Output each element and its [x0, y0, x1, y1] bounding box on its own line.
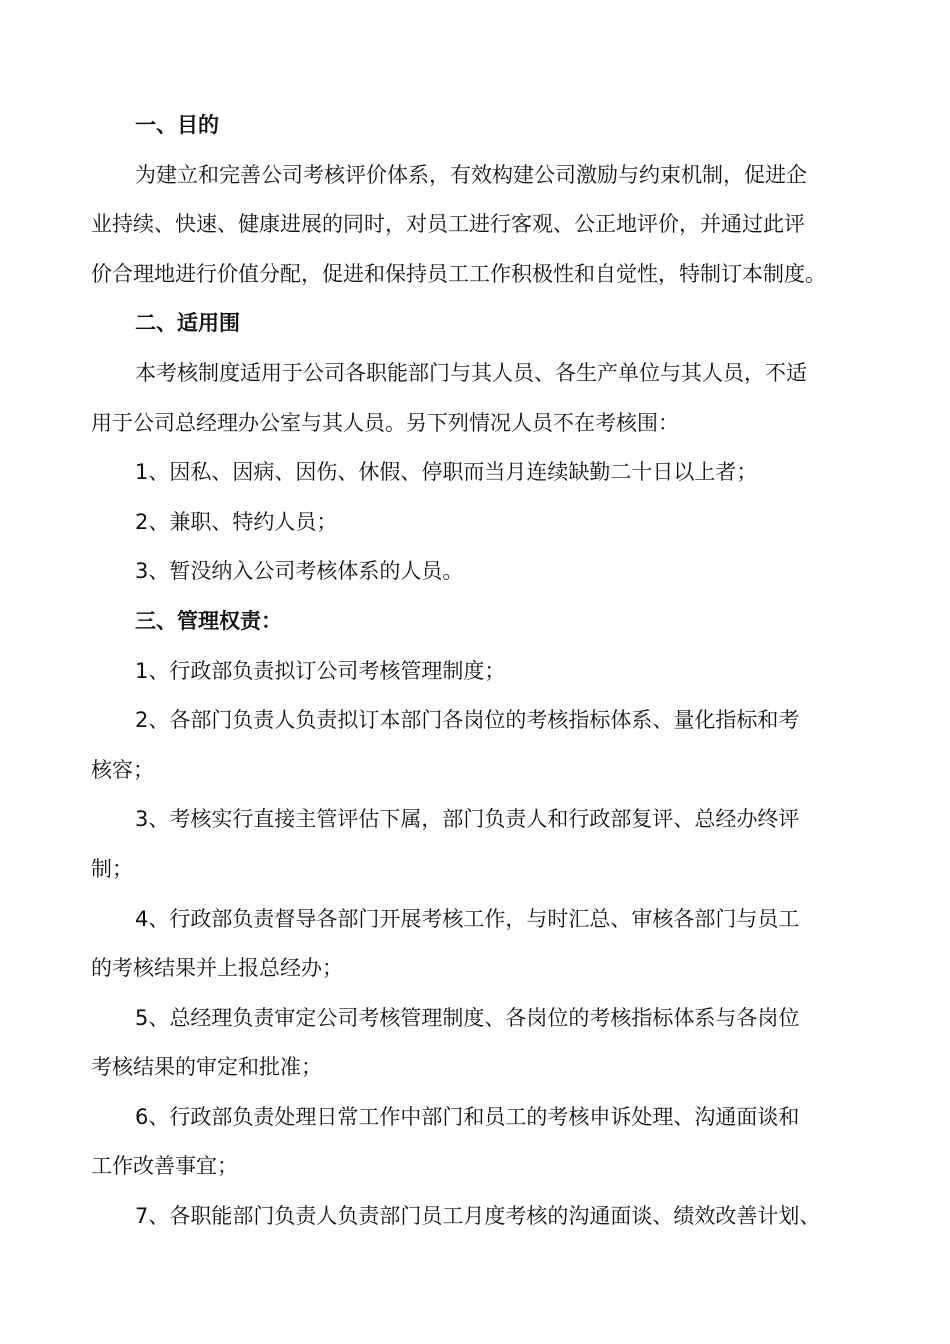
text-line: 为建立和完善公司考核评价体系，有效构建公司激励与约束机制，促进企	[135, 162, 807, 187]
list-item	[91, 696, 861, 795]
paragraph-scope	[91, 349, 861, 448]
list-item	[91, 994, 861, 1093]
list-item	[91, 1192, 861, 1242]
text-line: 3、考核实行直接主管评估下属，部门负责人和行政部复评、总经办终评	[135, 807, 800, 832]
list-item	[91, 1093, 861, 1192]
section-heading-responsibilities: 三、管理权责：	[135, 608, 282, 633]
text-line: 5、总经理负责审定公司考核管理制度、各岗位的考核指标体系与各岗位	[135, 1005, 800, 1030]
text-line: 1、因私、因病、因伤、休假、停职而当月连续缺勤二十日以上者；	[135, 460, 758, 485]
list-item	[91, 647, 861, 697]
text-line: 的考核结果并上报总经办；	[91, 956, 343, 981]
text-line: 1、行政部负责拟订公司考核管理制度；	[135, 658, 506, 683]
text-line: 核容；	[91, 757, 154, 782]
text-line: 工作改善事宜；	[91, 1154, 238, 1179]
text-line: 业持续、快速、健康进展的同时，对员工进行客观、公正地评价，并通过此评	[91, 212, 805, 237]
list-item	[91, 795, 861, 894]
text-line: 本考核制度适用于公司各职能部门与其人员、各生产单位与其人员，不适	[135, 360, 807, 385]
text-line: 3、暂没纳入公司考核体系的人员。	[135, 559, 464, 584]
text-line: 价合理地进行价值分配，促进和保持员工工作积极性和自觉性，特制订本制度。	[91, 261, 826, 286]
paragraph-purpose	[91, 151, 861, 300]
section-heading-purpose: 一、目的	[135, 113, 219, 137]
list-item	[91, 498, 861, 548]
section-heading-scope: 二、适用围	[135, 311, 240, 336]
text-line: 用于公司总经理办公室与其人员。另下列情况人员不在考核围：	[91, 410, 679, 435]
text-line: 2、各部门负责人负责拟订本部门各岗位的考核指标体系、量化指标和考	[135, 708, 800, 733]
text-line: 7、各职能部门负责人负责部门员工月度考核的沟通面谈、绩效改善计划、	[135, 1204, 821, 1229]
text-line: 2、兼职、特约人员；	[135, 509, 338, 534]
document-body	[91, 101, 861, 1242]
list-item	[91, 547, 861, 597]
text-line: 6、行政部负责处理日常工作中部门和员工的考核申诉处理、沟通面谈和	[135, 1104, 800, 1129]
list-item	[91, 895, 861, 994]
list-item	[91, 448, 861, 498]
text-line: 4、行政部负责督导各部门开展考核工作，与时汇总、审核各部门与员工	[135, 906, 800, 931]
text-line: 考核结果的审定和批准；	[91, 1055, 322, 1080]
text-line: 制；	[91, 856, 133, 881]
